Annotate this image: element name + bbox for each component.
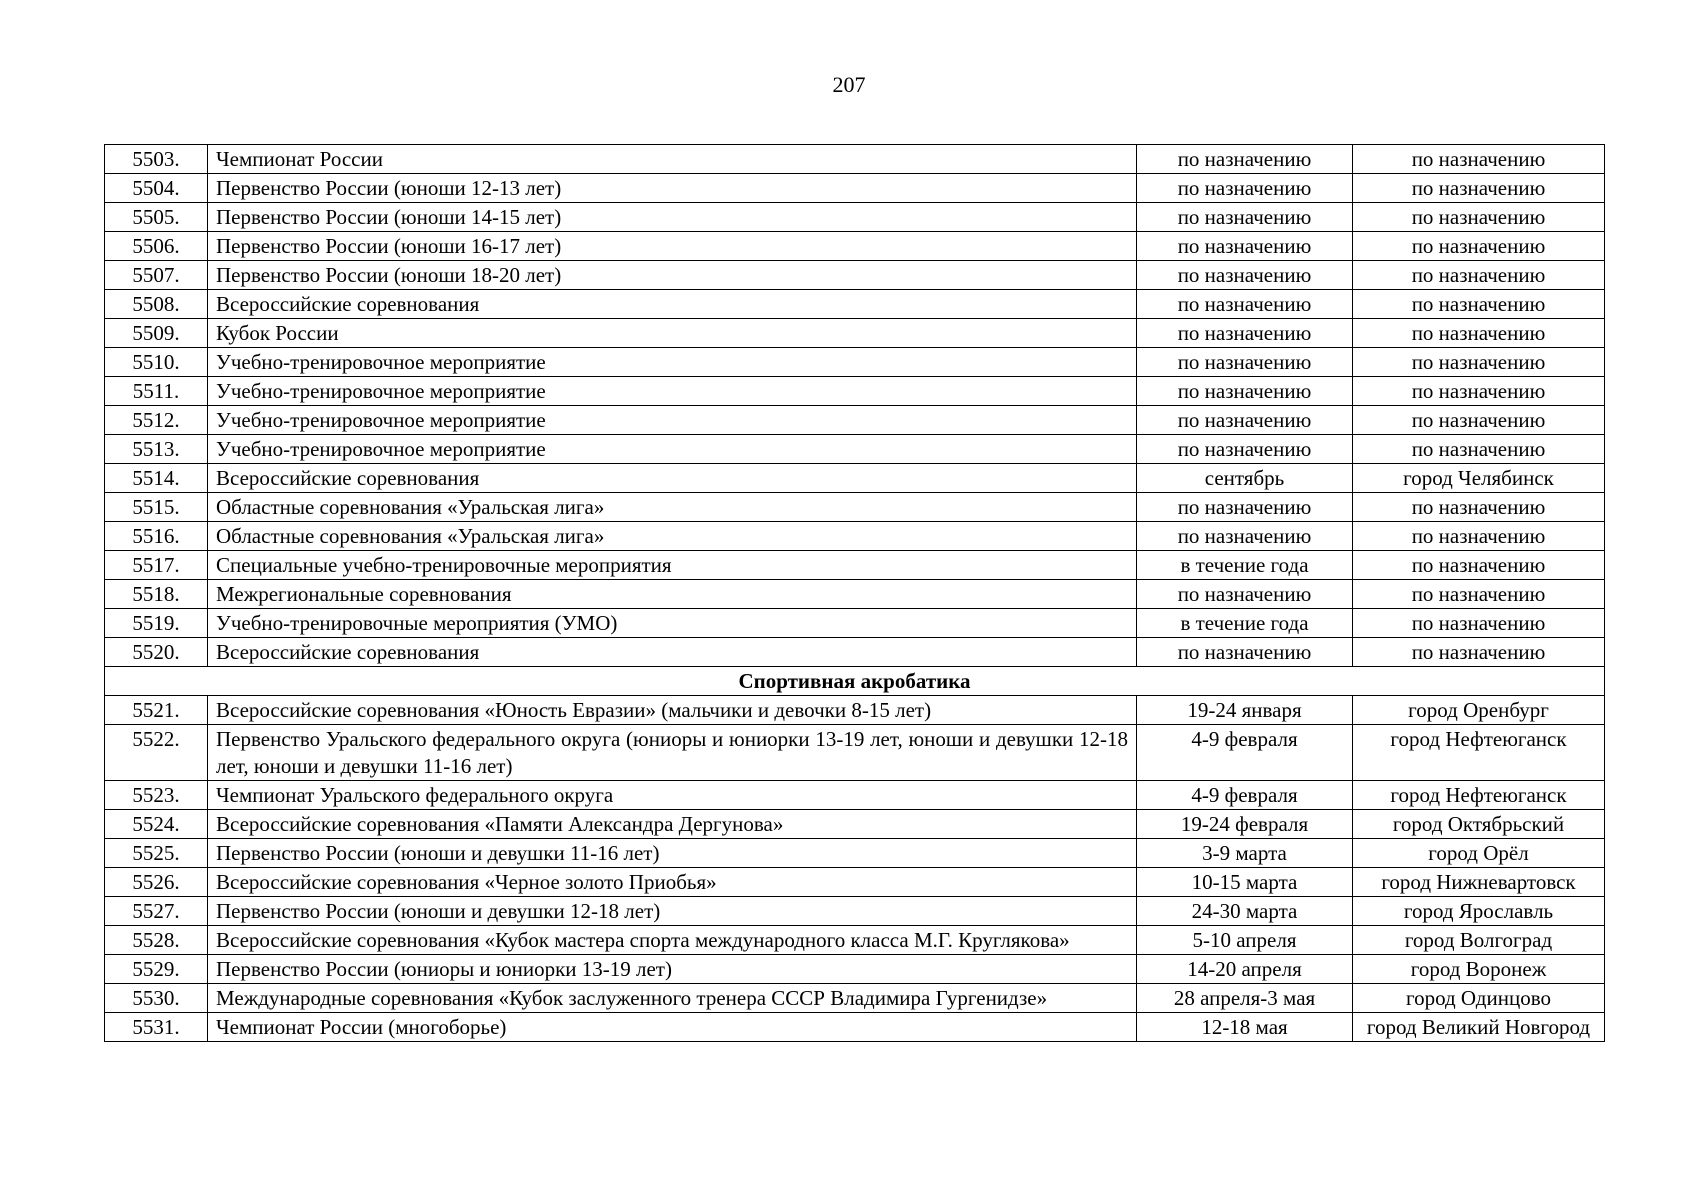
event-date: в течение года bbox=[1137, 609, 1353, 638]
event-place: город Волгоград bbox=[1353, 926, 1605, 955]
table-row bbox=[105, 319, 1605, 348]
event-place: по назначению bbox=[1353, 377, 1605, 406]
event-date: по назначению bbox=[1137, 493, 1353, 522]
table-row bbox=[105, 261, 1605, 290]
event-name: Специальные учебно-тренировочные мероприятия bbox=[208, 551, 1137, 580]
event-date: 12-18 мая bbox=[1137, 1013, 1353, 1042]
table-row bbox=[105, 377, 1605, 406]
event-number: 5516. bbox=[105, 522, 208, 551]
table-row bbox=[105, 348, 1605, 377]
section-title: Спортивная акробатика bbox=[105, 667, 1605, 696]
event-place: по назначению bbox=[1353, 638, 1605, 667]
page-number: 207 bbox=[832, 72, 866, 97]
event-place: по назначению bbox=[1353, 406, 1605, 435]
table-row bbox=[105, 955, 1605, 984]
event-number: 5529. bbox=[105, 955, 208, 984]
event-name: Учебно-тренировочное мероприятие bbox=[208, 348, 1137, 377]
event-place: город Нижневартовск bbox=[1353, 868, 1605, 897]
event-place: город Ярославль bbox=[1353, 897, 1605, 926]
event-place: город Нефтеюганск bbox=[1353, 781, 1605, 810]
event-name: Всероссийские соревнования «Кубок мастера спорта международного класса М.Г. Круглякова» bbox=[208, 926, 1137, 955]
event-name: Первенство Уральского федерального округа (юниоры и юниорки 13-19 лет, юноши и девушки 12-18 лет, юноши и девушки 11-16 лет) bbox=[208, 725, 1137, 781]
event-name: Первенство России (юноши 12-13 лет) bbox=[208, 174, 1137, 203]
event-name: Областные соревнования «Уральская лига» bbox=[208, 522, 1137, 551]
table-row bbox=[105, 609, 1605, 638]
table-row bbox=[105, 696, 1605, 725]
event-number: 5514. bbox=[105, 464, 208, 493]
event-number: 5530. bbox=[105, 984, 208, 1013]
event-place: по назначению bbox=[1353, 609, 1605, 638]
event-date: по назначению bbox=[1137, 145, 1353, 174]
event-date: 5-10 апреля bbox=[1137, 926, 1353, 955]
event-place: по назначению bbox=[1353, 174, 1605, 203]
event-date: по назначению bbox=[1137, 261, 1353, 290]
table-row bbox=[105, 984, 1605, 1013]
event-name: Учебно-тренировочные мероприятия (УМО) bbox=[208, 609, 1137, 638]
event-place: по назначению bbox=[1353, 493, 1605, 522]
event-number: 5526. bbox=[105, 868, 208, 897]
event-date: по назначению bbox=[1137, 580, 1353, 609]
event-place: по назначению bbox=[1353, 319, 1605, 348]
event-name: Чемпионат Уральского федерального округа bbox=[208, 781, 1137, 810]
event-date: 28 апреля-3 мая bbox=[1137, 984, 1353, 1013]
event-name: Учебно-тренировочное мероприятие bbox=[208, 406, 1137, 435]
event-place: город Орёл bbox=[1353, 839, 1605, 868]
event-name: Кубок России bbox=[208, 319, 1137, 348]
event-name: Всероссийские соревнования «Памяти Александра Дергунова» bbox=[208, 810, 1137, 839]
table-row bbox=[105, 290, 1605, 319]
event-place: город Оренбург bbox=[1353, 696, 1605, 725]
event-number: 5521. bbox=[105, 696, 208, 725]
event-number: 5507. bbox=[105, 261, 208, 290]
event-place: город Октябрьский bbox=[1353, 810, 1605, 839]
event-place: по назначению bbox=[1353, 435, 1605, 464]
event-place: город Воронеж bbox=[1353, 955, 1605, 984]
event-place: по назначению bbox=[1353, 232, 1605, 261]
event-number: 5527. bbox=[105, 897, 208, 926]
event-name: Первенство России (юноши 14-15 лет) bbox=[208, 203, 1137, 232]
event-number: 5515. bbox=[105, 493, 208, 522]
table-row bbox=[105, 638, 1605, 667]
event-number: 5510. bbox=[105, 348, 208, 377]
event-number: 5503. bbox=[105, 145, 208, 174]
event-date: по назначению bbox=[1137, 522, 1353, 551]
table-row bbox=[105, 580, 1605, 609]
event-name: Чемпионат России bbox=[208, 145, 1137, 174]
event-name: Всероссийские соревнования «Черное золото Приобья» bbox=[208, 868, 1137, 897]
event-name: Первенство России (юноши и девушки 12-18 лет) bbox=[208, 897, 1137, 926]
event-name: Областные соревнования «Уральская лига» bbox=[208, 493, 1137, 522]
event-date: по назначению bbox=[1137, 319, 1353, 348]
table-row bbox=[105, 145, 1605, 174]
event-date: по назначению bbox=[1137, 377, 1353, 406]
event-place: по назначению bbox=[1353, 522, 1605, 551]
event-place: город Великий Новгород bbox=[1353, 1013, 1605, 1042]
table-row bbox=[105, 174, 1605, 203]
event-name: Всероссийские соревнования bbox=[208, 290, 1137, 319]
event-place: по назначению bbox=[1353, 290, 1605, 319]
table-row bbox=[105, 203, 1605, 232]
event-date: по назначению bbox=[1137, 174, 1353, 203]
event-name: Первенство России (юниоры и юниорки 13-19 лет) bbox=[208, 955, 1137, 984]
event-number: 5531. bbox=[105, 1013, 208, 1042]
event-number: 5518. bbox=[105, 580, 208, 609]
event-name: Всероссийские соревнования «Юность Евразии» (мальчики и девочки 8-15 лет) bbox=[208, 696, 1137, 725]
event-number: 5522. bbox=[105, 725, 208, 781]
table-row bbox=[105, 1013, 1605, 1042]
event-name: Первенство России (юноши 18-20 лет) bbox=[208, 261, 1137, 290]
event-date: 3-9 марта bbox=[1137, 839, 1353, 868]
events-table bbox=[104, 144, 1605, 1042]
event-date: 24-30 марта bbox=[1137, 897, 1353, 926]
table-row bbox=[105, 810, 1605, 839]
event-number: 5513. bbox=[105, 435, 208, 464]
event-place: по назначению bbox=[1353, 203, 1605, 232]
event-name: Первенство России (юноши и девушки 11-16 лет) bbox=[208, 839, 1137, 868]
events-table-body bbox=[105, 145, 1605, 1042]
event-place: по назначению bbox=[1353, 145, 1605, 174]
table-row bbox=[105, 926, 1605, 955]
event-date: 19-24 января bbox=[1137, 696, 1353, 725]
table-row bbox=[105, 725, 1605, 781]
event-date: по назначению bbox=[1137, 290, 1353, 319]
event-date: 14-20 апреля bbox=[1137, 955, 1353, 984]
event-date: по назначению bbox=[1137, 203, 1353, 232]
event-place: город Одинцово bbox=[1353, 984, 1605, 1013]
event-place: по назначению bbox=[1353, 348, 1605, 377]
event-number: 5519. bbox=[105, 609, 208, 638]
event-date: по назначению bbox=[1137, 348, 1353, 377]
table-row bbox=[105, 551, 1605, 580]
event-number: 5512. bbox=[105, 406, 208, 435]
event-date: 19-24 февраля bbox=[1137, 810, 1353, 839]
event-number: 5528. bbox=[105, 926, 208, 955]
event-place: по назначению bbox=[1353, 580, 1605, 609]
event-number: 5511. bbox=[105, 377, 208, 406]
event-number: 5523. bbox=[105, 781, 208, 810]
table-row bbox=[105, 897, 1605, 926]
event-date: в течение года bbox=[1137, 551, 1353, 580]
event-place: по назначению bbox=[1353, 551, 1605, 580]
table-row bbox=[105, 522, 1605, 551]
event-name: Чемпионат России (многоборье) bbox=[208, 1013, 1137, 1042]
table-row bbox=[105, 406, 1605, 435]
event-place: город Челябинск bbox=[1353, 464, 1605, 493]
event-date: по назначению bbox=[1137, 435, 1353, 464]
table-row bbox=[105, 435, 1605, 464]
event-date: по назначению bbox=[1137, 638, 1353, 667]
event-name: Учебно-тренировочное мероприятие bbox=[208, 435, 1137, 464]
event-date: по назначению bbox=[1137, 406, 1353, 435]
event-name: Учебно-тренировочное мероприятие bbox=[208, 377, 1137, 406]
event-number: 5508. bbox=[105, 290, 208, 319]
table-row bbox=[105, 781, 1605, 810]
event-date: 4-9 февраля bbox=[1137, 781, 1353, 810]
event-number: 5509. bbox=[105, 319, 208, 348]
event-place: по назначению bbox=[1353, 261, 1605, 290]
event-number: 5520. bbox=[105, 638, 208, 667]
event-date: 4-9 февраля bbox=[1137, 725, 1353, 781]
table-row bbox=[105, 464, 1605, 493]
event-number: 5506. bbox=[105, 232, 208, 261]
event-number: 5525. bbox=[105, 839, 208, 868]
event-number: 5505. bbox=[105, 203, 208, 232]
event-name: Международные соревнования «Кубок заслуженного тренера СССР Владимира Гургенидзе» bbox=[208, 984, 1137, 1013]
table-row bbox=[105, 493, 1605, 522]
event-date: по назначению bbox=[1137, 232, 1353, 261]
event-number: 5517. bbox=[105, 551, 208, 580]
table-row bbox=[105, 839, 1605, 868]
event-name: Межрегиональные соревнования bbox=[208, 580, 1137, 609]
event-number: 5524. bbox=[105, 810, 208, 839]
event-date: 10-15 марта bbox=[1137, 868, 1353, 897]
event-date: сентябрь bbox=[1137, 464, 1353, 493]
event-name: Всероссийские соревнования bbox=[208, 464, 1137, 493]
event-place: город Нефтеюганск bbox=[1353, 725, 1605, 781]
section-header-row bbox=[105, 667, 1605, 696]
table-row bbox=[105, 232, 1605, 261]
event-name: Всероссийские соревнования bbox=[208, 638, 1137, 667]
table-row bbox=[105, 868, 1605, 897]
event-number: 5504. bbox=[105, 174, 208, 203]
event-name: Первенство России (юноши 16-17 лет) bbox=[208, 232, 1137, 261]
